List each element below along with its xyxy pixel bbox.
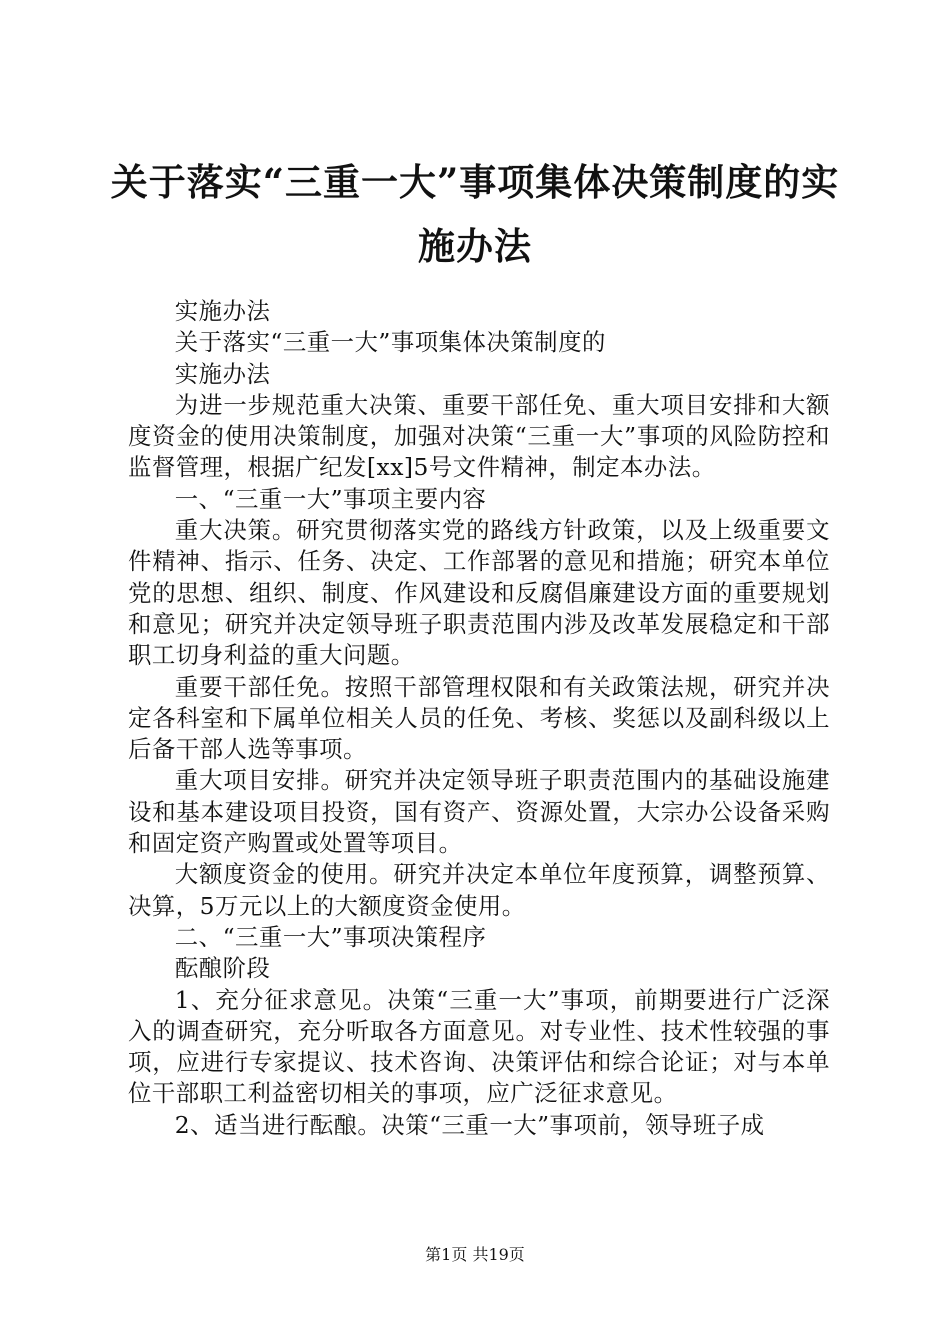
paragraph: 实施办法 (174, 359, 271, 388)
paragraph: 大额度资金的使用。研究并决定本单位年度预算，调整预算、决算，5万元以上的大额度资金使用。 (128, 860, 830, 920)
paragraph: 2、适当进行酝酿。决策“三重一大”事项前，领导班子成 (174, 1110, 765, 1139)
paragraph: 1、充分征求意见。决策“三重一大”事项，前期要进行广泛深入的调查研究，充分听取各方面意见。对专业性、技术性较强的事项，应进行专家提议、技术咨询、决策评估和综合论证；对与本单位干部职工利益密切相关的事项，应广泛征求意见。 (128, 985, 830, 1108)
page-footer: 第1页 共19页 (425, 1245, 525, 1264)
subsection-heading: 酝酿阶段 (174, 954, 271, 983)
paragraph: 为进一步规范重大决策、重要干部任免、重大项目安排和大额度资金的使用决策制度，加强对决策“三重一大”事项的风险防控和监督管理，根据广纪发[xx]5号文件精神，制定本办法。 (128, 390, 830, 482)
document-body (128, 296, 830, 1141)
paragraph: 关于落实“三重一大”事项集体决策制度的 (174, 328, 606, 357)
paragraph: 实施办法 (174, 297, 271, 325)
document-title (100, 150, 850, 278)
section-heading: 一、“三重一大”事项主要内容 (174, 484, 487, 513)
paragraph: 重要干部任免。按照干部管理权限和有关政策法规，研究并决定各科室和下属单位相关人员的任免、考核、奖惩以及副科级以上后备干部人选等事项。 (128, 672, 830, 764)
paragraph: 重大项目安排。研究并决定领导班子职责范围内的基础设施建设和基本建设项目投资，国有资产、资源处置，大宗办公设备采购和固定资产购置或处置等项目。 (128, 766, 830, 858)
paragraph: 重大决策。研究贯彻落实党的路线方针政策，以及上级重要文件精神、指示、任务、决定、工作部署的意见和措施；研究本单位党的思想、组织、制度、作风建设和反腐倡廉建设方面的重要规划和意见；研究并决定领导班子职责范围内涉及改革发展稳定和干部职工切身利益的重大问题。 (128, 516, 830, 670)
title-line-1: 关于落实“三重一大”事项集体决策制度的实 (110, 160, 840, 204)
section-heading: 二、“三重一大”事项决策程序 (174, 922, 487, 951)
title-line-2: 施办法 (418, 224, 532, 268)
